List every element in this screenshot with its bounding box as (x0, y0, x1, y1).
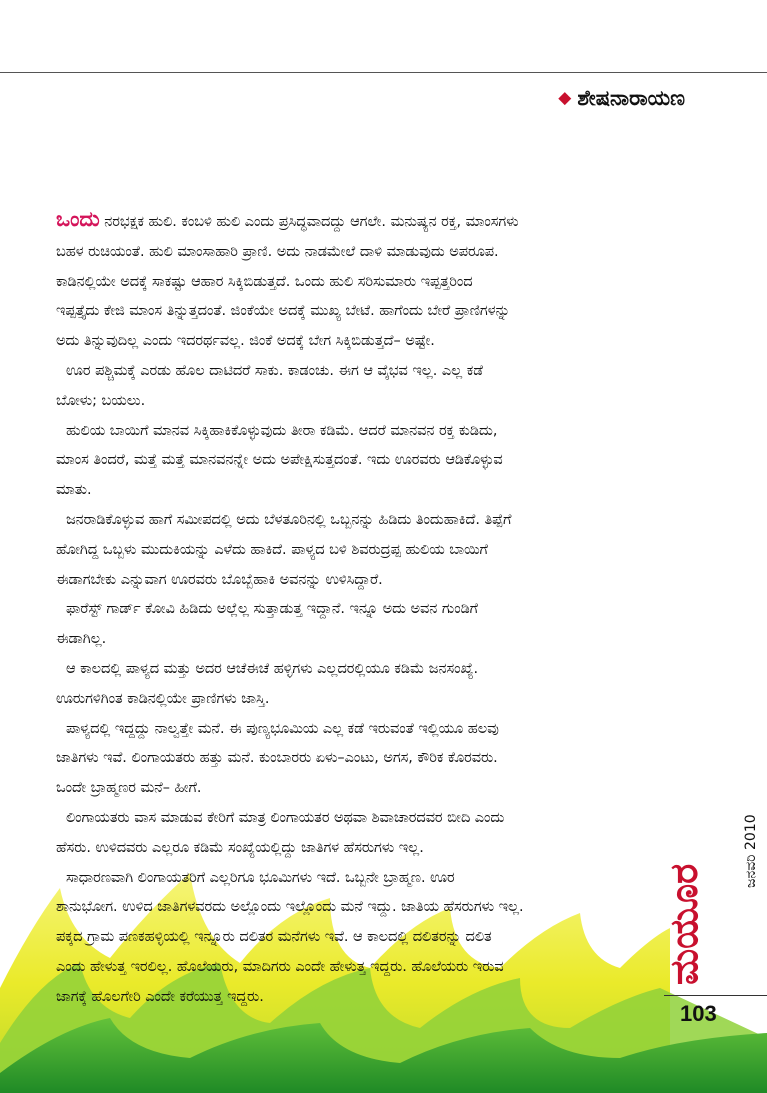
issue-date: ಜನವರಿ 2010 (743, 814, 759, 888)
article-line: ಬೋಳು; ಬಯಲು. (56, 392, 146, 409)
article-line: ಅದು ತಿನ್ನುವುದಿಲ್ಲ ಎಂದು ಇದರರ್ಥವಲ್ಲ. ಜಿಂಕೆ ಅದಕ್ಕೆ ಬೇಗ ಸಿಕ್ಕಿಬಿಡುತ್ತದೆ– ಅಷ್ಟೇ. (56, 333, 435, 350)
top-rule (0, 72, 767, 73)
article-line: ಮಾಂಸ ತಿಂದರೆ, ಮತ್ತೆ ಮತ್ತೆ ಮಾನವನನ್ನೇ ಅದು ಅಪೇಕ್ಷಿಸುತ್ತದಂತೆ. ಇದು ಊರವರು ಆಡಿಕೊಳ್ಳುವ (56, 452, 503, 469)
article-line: ಹುಲಿಯ ಬಾಯಿಗೆ ಮಾನವ ಸಿಕ್ಕಿಹಾಕಿಕೊಳ್ಳುವುದು ತೀರಾ ಕಡಿಮೆ. ಆದರೆ ಮಾನವನ ರಕ್ತ ಕುಡಿದು, (66, 422, 498, 439)
line-1-rest: ನರಭಕ್ಷಕ ಹುಲಿ. ಕಂಬಳಿ ಹುಲಿ ಎಂದು ಪ್ರಸಿದ್ಧವಾದದ್ದು ಆಗಲೇ. ಮನುಷ್ಯನ ರಕ್ತ, ಮಾಂಸಗಳು (99, 214, 519, 230)
page-number: 103 (680, 1001, 717, 1026)
article-line: ಪಾಳ್ಯದಲ್ಲಿ ಇದ್ದದ್ದು ನಾಲ್ವತ್ತೇ ಮನೆ. ಈ ಪುಣ್ಯಭೂಮಿಯ ಎಲ್ಲ ಕಡೆ ಇರುವಂತೆ ಇಲ್ಲಿಯೂ ಹಲವು (66, 720, 499, 737)
article-line: ಲಿಂಗಾಯತರು ವಾಸ ಮಾಡುವ ಕೇರಿಗೆ ಮಾತ್ರ ಲಿಂಗಾಯತರ ಅಥವಾ ಶಿವಾಚಾರದವರ ಬೀದಿ ಎಂದು (66, 809, 505, 826)
article-line: ಊರ ಪಶ್ಚಿಮಕ್ಕೆ ಎರಡು ಹೊಲ ದಾಟಿದರೆ ಸಾಕು. ಕಾಡಂಚು. ಈಗ ಆ ವೈಭವ ಇಲ್ಲ. ಎಲ್ಲ ಕಡೆ (66, 362, 483, 379)
article-line: ಇಪ್ಪತ್ತೈದು ಕೇಜಿ ಮಾಂಸ ತಿನ್ನುತ್ತದಂತೆ. ಜಿಂಕೆಯೇ ಅದಕ್ಕೆ ಮುಖ್ಯ ಬೇಟೆ. ಹಾಗೆಂದು ಬೇರೆ ಪ್ರಾಣಿಗಳನ್ನು (56, 303, 511, 320)
article-line-1 (56, 205, 648, 238)
author-name: ಶೇಷನಾರಾಯಣ (577, 86, 685, 110)
article-line: ಫಾರೆಸ್ಟ್ ಗಾರ್ಡ್ ಕೋವಿ ಹಿಡಿದು ಅಲ್ಲೆಲ್ಲ ಸುತ್ತಾಡುತ್ತ ಇದ್ದಾನೆ. ಇನ್ನೂ ಅದು ಅವನ ಗುಂಡಿಗೆ (66, 601, 478, 618)
magazine-logo: ಮಯೂರ (662, 863, 706, 985)
article-line: ಸಾಧಾರಣವಾಗಿ ಲಿಂಗಾಯತರಿಗೆ ಎಲ್ಲರಿಗೂ ಭೂಮಿಗಳು ಇದೆ. ಒಬ್ಬನೇ ಬ್ರಾಹ್ಮಣ. ಊರ (66, 869, 455, 886)
article-line: ಒಂದೇ ಬ್ರಾಹ್ಮಣರ ಮನೆ– ಹೀಗೆ. (56, 780, 202, 797)
article-line: ಜಾಗಕ್ಕೆ ಹೊಲಗೇರಿ ಎಂದೇ ಕರೆಯುತ್ತ ಇದ್ದರು. (56, 988, 264, 1005)
article-body (56, 205, 648, 1013)
drop-word: ಒಂದು (56, 207, 100, 231)
article-line: ಹೋಗಿದ್ದ ಒಬ್ಬಳು ಮುದುಕಿಯನ್ನು ಎಳೆದು ಹಾಕಿದೆ. ಪಾಳ್ಯದ ಬಳಿ ಶಿವರುದ್ರಪ್ಪ ಹುಲಿಯ ಬಾಯಿಗೆ (56, 541, 488, 558)
page-number-rule (664, 995, 767, 996)
article-line: ಬಹಳ ರುಚಿಯಂತೆ. ಹುಲಿ ಮಾಂಸಾಹಾರಿ ಪ್ರಾಣಿ. ಅದು ನಾಡಮೇಲೆ ದಾಳಿ ಮಾಡುವುದು ಅಪರೂಪ. (56, 243, 499, 260)
article-line: ಎಂದು ಹೇಳುತ್ತ ಇರಲಿಲ್ಲ. ಹೊಲೆಯರು, ಮಾದಿಗರು ಎಂದೇ ಹೇಳುತ್ತ ಇದ್ದರು. ಹೊಲೆಯರು ಇರುವ (56, 958, 504, 975)
article-line: ಈಡಾಗಬೇಕು ಎನ್ನುವಾಗ ಊರವರು ಬೊಬ್ಬೆಹಾಕಿ ಅವನನ್ನು ಉಳಿಸಿದ್ದಾರೆ. (56, 571, 383, 588)
article-line: ಪಕ್ಕದ ಗ್ರಾಮ ಪಣಕಹಳ್ಳಿಯಲ್ಲಿ ಇನ್ನೂರು ದಲಿತರ ಮನೆಗಳು ಇವೆ. ಆ ಕಾಲದಲ್ಲಿ ದಲಿತರನ್ನು ದಲಿತ (56, 929, 492, 946)
article-line: ಹೆಸರು. ಉಳಿದವರು ಎಲ್ಲರೂ ಕಡಿಮೆ ಸಂಖ್ಯೆಯಲ್ಲಿದ್ದು ಜಾತಿಗಳ ಹೆಸರುಗಳು ಇಲ್ಲ. (56, 839, 424, 856)
article-line: ಕಾಡಿನಲ್ಲಿಯೇ ಅದಕ್ಕೆ ಸಾಕಷ್ಟು ಆಹಾರ ಸಿಕ್ಕಿಬಿಡುತ್ತದೆ. ಒಂದು ಹುಲಿ ಸರಿಸುಮಾರು ಇಪ್ಪತ್ತರಿಂದ (56, 273, 473, 290)
article-line: ಮಾತು. (56, 482, 92, 499)
article-line: ಜನರಾಡಿಕೊಳ್ಳುವ ಹಾಗೆ ಸಮೀಪದಲ್ಲಿ ಅದು ಬೆಳತೂರಿನಲ್ಲಿ ಒಬ್ಬನನ್ನು ಹಿಡಿದು ತಿಂದುಹಾಕಿದೆ. ತಿಪ್ಪೆಗೆ (66, 511, 512, 528)
article-line: ಶಾನುಭೋಗ. ಉಳಿದ ಜಾತಿಗಳವರದು ಅಲ್ಲೊಂದು ಇಲ್ಲೊಂದು ಮನೆ ಇದ್ದು. ಜಾತಿಯ ಹೆಸರುಗಳು ಇಲ್ಲ. (56, 899, 524, 916)
author-byline (558, 86, 685, 111)
diamond-icon: ◆ (558, 88, 572, 108)
article-line: ಈಡಾಗಿಲ್ಲ. (56, 631, 107, 648)
article-line: ಆ ಕಾಲದಲ್ಲಿ ಪಾಳ್ಯದ ಮತ್ತು ಅದರ ಆಚೆಈಚೆ ಹಳ್ಳಿಗಳು ಎಲ್ಲದರಲ್ಲಿಯೂ ಕಡಿಮೆ ಜನಸಂಖ್ಯೆ. (66, 660, 479, 677)
article-line: ಊರುಗಳಿಗಿಂತ ಕಾಡಿನಲ್ಲಿಯೇ ಪ್ರಾಣಿಗಳು ಜಾಸ್ತಿ. (56, 690, 270, 707)
article-line: ಜಾತಿಗಳು ಇವೆ. ಲಿಂಗಾಯತರು ಹತ್ತು ಮನೆ. ಕುಂಬಾರರು ಏಳು–ಎಂಟು, ಅಗಸ, ಕೌರಿಕ ಕೊರವರು. (56, 750, 498, 767)
